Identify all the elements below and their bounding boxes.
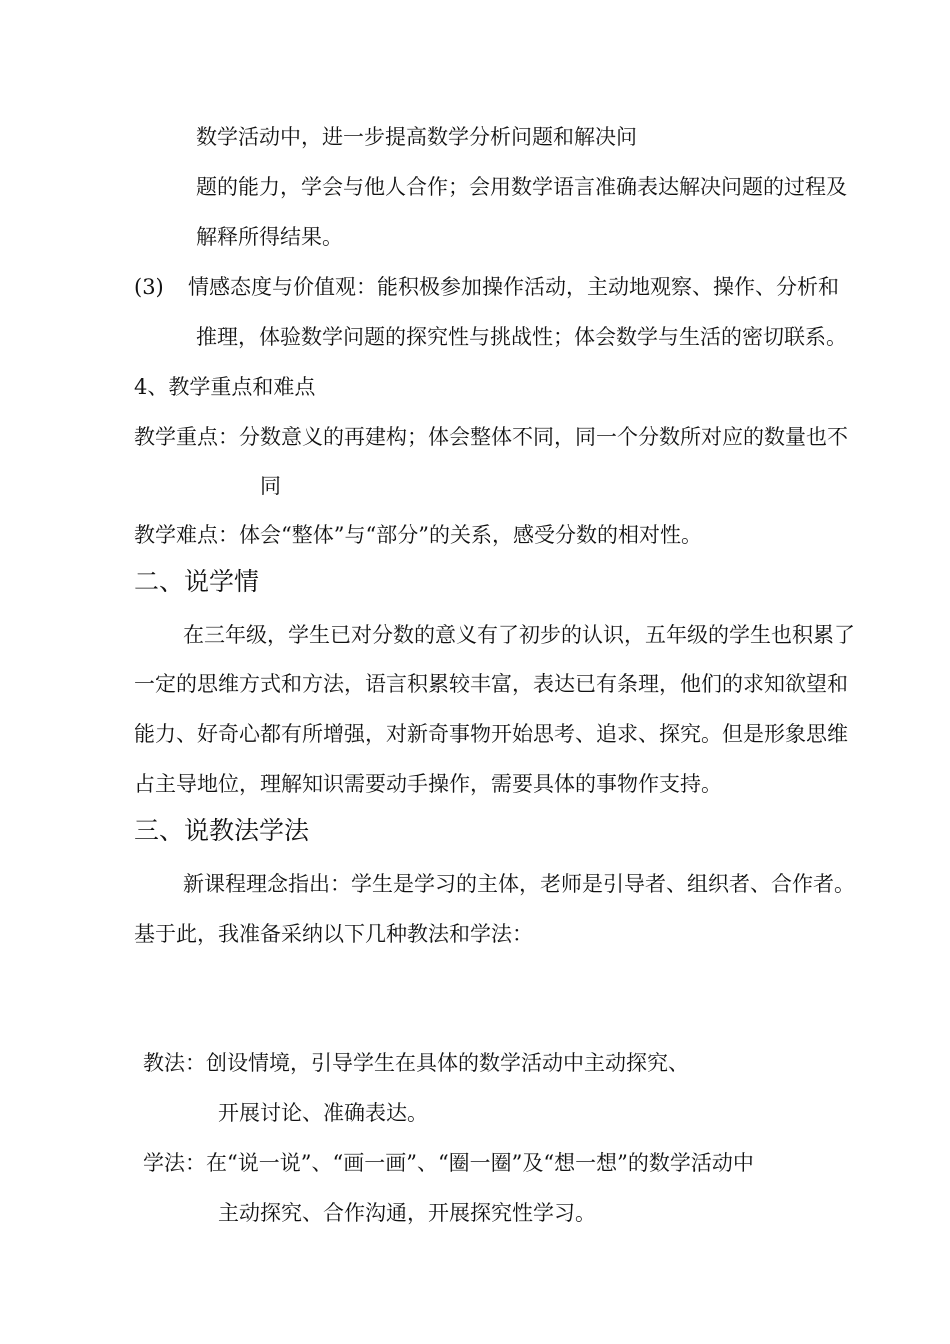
teaching-method-line-1: 教法：创设情境，引导学生在具体的数学活动中主动探究、	[143, 1051, 689, 1075]
learner-analysis-line-3: 能力、好奇心都有所增强，对新奇事物开始思考、追求、探究。但是形象思维	[134, 722, 848, 746]
objective-3-line-1: 情感态度与价值观：能积极参加操作活动，主动地观察、操作、分析和	[188, 275, 839, 299]
objective-2-continued-line-1: 数学活动中，进一步提高数学分析问题和解决问	[196, 125, 637, 149]
section-4-title: 4、教学重点和难点	[134, 375, 316, 399]
section-3-heading: 三、说教法学法	[134, 816, 310, 845]
objective-2-continued-line-3: 解释所得结果。	[196, 225, 343, 249]
learner-analysis-line-1: 在三年级，学生已对分数的意义有了初步的认识，五年级的学生也积累了	[183, 623, 855, 647]
key-point-line-1: 教学重点：分数意义的再建构；体会整体不同，同一个分数所对应的数量也不	[134, 425, 848, 449]
methods-intro-line-2: 基于此，我准备采纳以下几种教法和学法：	[134, 922, 533, 946]
objective-3-line-2: 推理，体验数学问题的探究性与挑战性；体会数学与生活的密切联系。	[196, 325, 847, 349]
objective-3-marker: (3)	[134, 275, 164, 299]
section-2-heading: 二、说学情	[134, 567, 260, 596]
difficulty-line: 教学难点：体会“整体”与“部分”的关系，感受分数的相对性。	[134, 523, 702, 547]
learner-analysis-line-2: 一定的思维方式和方法，语言积累较丰富，表达已有条理，他们的求知欲望和	[134, 672, 848, 696]
key-point-line-2: 同	[260, 474, 281, 498]
teaching-method-line-2: 开展讨论、准确表达。	[218, 1101, 428, 1125]
learning-method-line-2: 主动探究、合作沟通，开展探究性学习。	[218, 1201, 596, 1225]
learning-method-line-1: 学法：在“说一说”、“画一画”、“圈一圈”及“想一想”的数学活动中	[143, 1151, 754, 1175]
learner-analysis-line-4: 占主导地位，理解知识需要动手操作，需要具体的事物作支持。	[134, 772, 722, 796]
objective-2-continued-line-2: 题的能力，学会与他人合作；会用数学语言准确表达解决问题的过程及	[196, 175, 847, 199]
methods-intro-line-1: 新课程理念指出：学生是学习的主体，老师是引导者、组织者、合作者。	[183, 872, 855, 896]
